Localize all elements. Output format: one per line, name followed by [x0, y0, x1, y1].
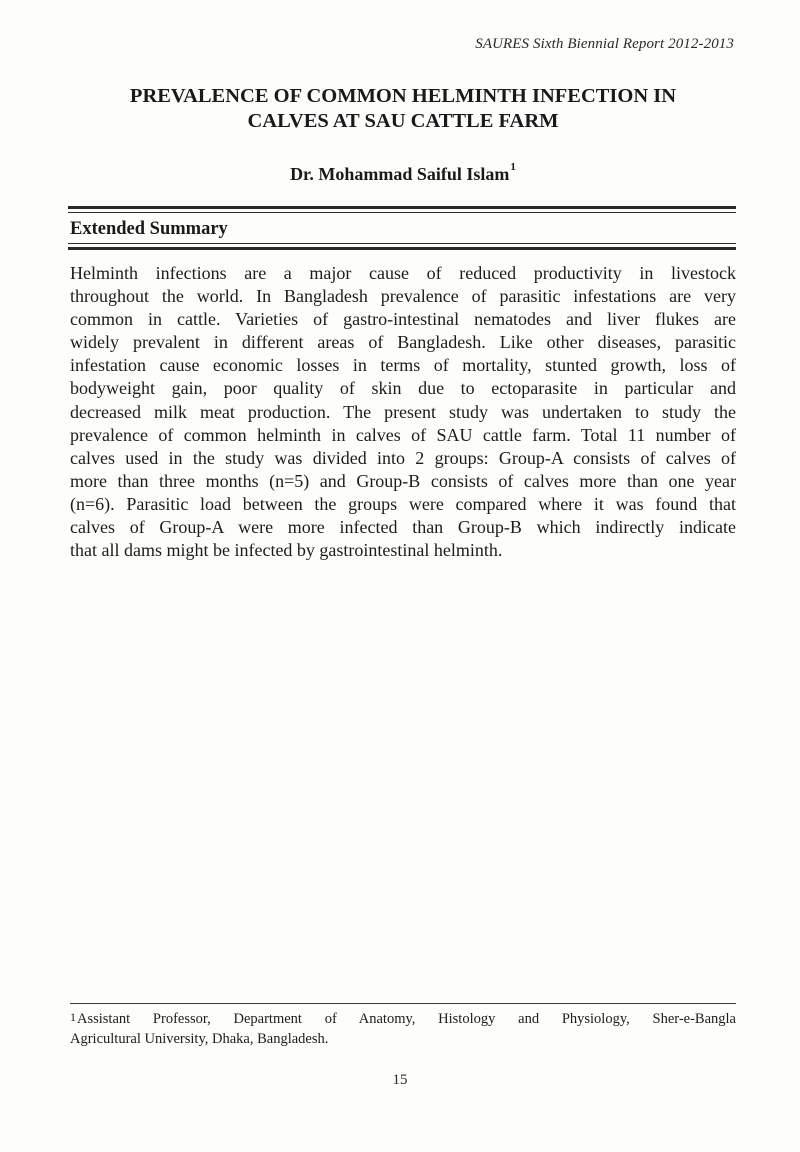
page-number: 15	[392, 1072, 408, 1088]
summary-line: that all dams might be infected by gastrointestinal helminth.	[70, 540, 503, 561]
footnote-marker: 1	[70, 1010, 76, 1024]
footnote-line-1-text: Assistant Professor, Department of Anatomy, Histology and Physiology, Sher-e-Bangla	[77, 1011, 736, 1027]
author-line	[70, 161, 736, 185]
summary-line: common in cattle. Varieties of gastro-intestinal nematodes and liver flukes are	[70, 309, 736, 330]
summary-line: calves of Group-A were more infected than Group-B which indirectly indicate	[70, 517, 736, 538]
section-rule-bottom	[68, 247, 736, 250]
section-heading: Extended Summary	[70, 219, 228, 239]
section-rule-top	[68, 206, 736, 209]
summary-line: decreased milk meat production. The present study was undertaken to study the	[70, 401, 736, 422]
paper-title-line-2: CALVES AT SAU CATTLE FARM	[247, 110, 559, 132]
footnote	[70, 1009, 736, 1049]
section-rule-top-thin	[68, 212, 736, 213]
summary-line: (n=6). Parasitic load between the groups were compared where it was found that	[70, 493, 736, 514]
author-name: Dr. Mohammad Saiful Islam	[290, 164, 510, 184]
footnote-rule	[70, 1003, 736, 1004]
paper-title-line-1: PREVALENCE OF COMMON HELMINTH INFECTION IN	[129, 85, 677, 107]
summary-line: infestation cause economic losses in terms of mortality, stunted growth, loss of	[70, 355, 736, 376]
summary-line: widely prevalent in different areas of Bangladesh. Like other diseases, parasitic	[70, 332, 736, 353]
running-header: SAURES Sixth Biennial Report 2012-2013	[475, 36, 734, 52]
summary-line: throughout the world. In Bangladesh prevalence of parasitic infestations are very	[70, 286, 736, 307]
summary-paragraph	[70, 262, 736, 562]
paper-title	[70, 84, 736, 134]
author-footnote-marker: 1	[510, 161, 516, 173]
footnote-line-2: Agricultural University, Dhaka, Bangladesh.	[70, 1031, 329, 1047]
footnote-line-1	[70, 1009, 736, 1029]
section-rule-bottom-thin	[68, 243, 736, 244]
summary-line: prevalence of common helminth in calves of SAU cattle farm. Total 11 number of	[70, 424, 736, 445]
summary-line: calves used in the study was divided into 2 groups: Group-A consists of calves of	[70, 447, 736, 468]
summary-line: bodyweight gain, poor quality of skin due to ectoparasite in particular and	[70, 378, 736, 399]
summary-line: Helminth infections are a major cause of reduced productivity in livestock	[70, 263, 736, 283]
summary-line: more than three months (n=5) and Group-B consists of calves more than one year	[70, 470, 736, 491]
